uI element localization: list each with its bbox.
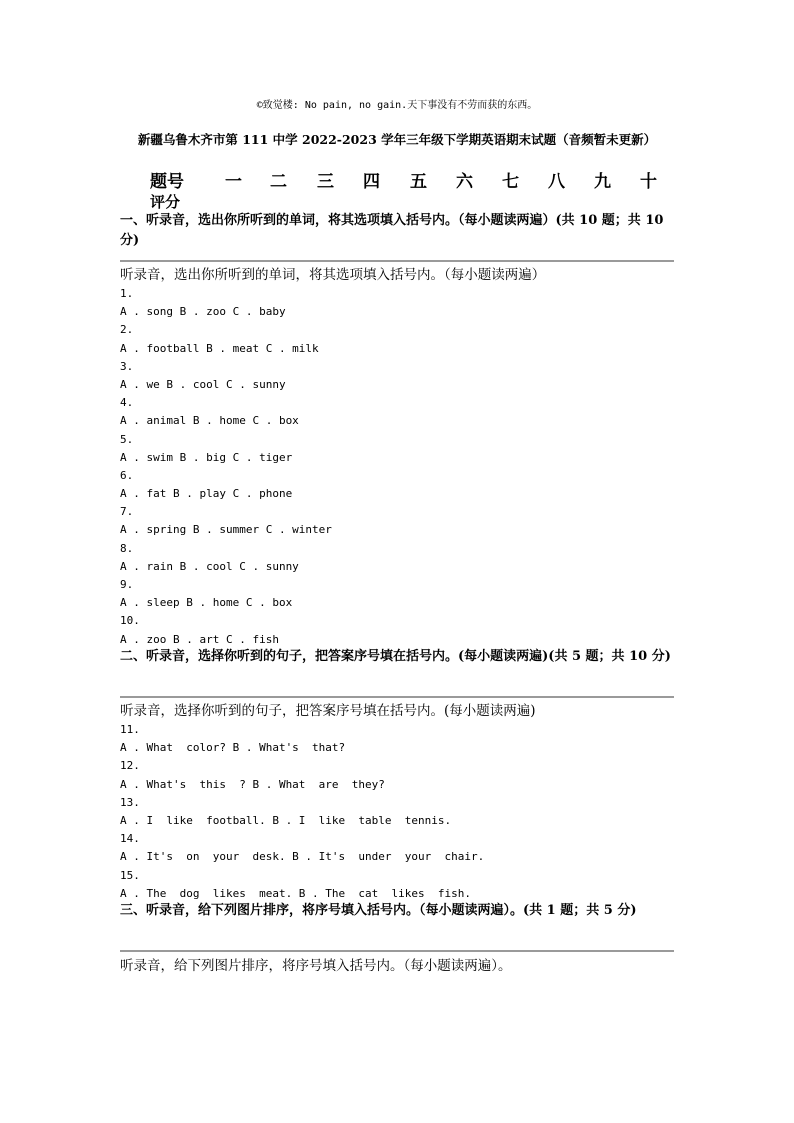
question-options: A . What's this ? B . What are they? (120, 777, 385, 791)
question-options: A . What color? B . What's that? (120, 741, 346, 755)
question-options: A . football B . meat C . milk (120, 341, 319, 355)
question-options: A . It's on your desk. B . It's under your chair. (120, 850, 485, 864)
score-column-3: 三 (317, 172, 334, 192)
section-1-questions (120, 285, 680, 649)
motto-header: ©致觉楼: No pain, no gain.天下事没有不劳而获的东西。 (256, 100, 538, 111)
score-column-4: 四 (363, 172, 380, 192)
question-number: 3. (120, 359, 134, 373)
score-column-9: 九 (594, 172, 611, 192)
score-column-2: 二 (270, 172, 287, 192)
score-column-10: 十 (640, 172, 657, 192)
score-column-7: 七 (502, 172, 519, 192)
question-options: A . swim B . big C . tiger (120, 450, 293, 464)
question-options: A . zoo B . art C . fish (120, 632, 279, 646)
section-2-questions (120, 721, 680, 903)
section-2-heading: 二、听录音，选择你听到的句子，把答案序号填在括号内。(每小题读两遍)(共 5 题；共 10 分) (120, 649, 671, 664)
question-options: A . spring B . summer C . winter (120, 523, 332, 537)
score-row-label: 评分 (150, 193, 181, 211)
question-options: A . sleep B . home C . box (120, 596, 293, 610)
question-number: 8. (120, 541, 134, 555)
section-2-instruction: 听录音，选择你听到的句子，把答案序号填在括号内。(每小题读两遍) (120, 703, 536, 719)
question-number: 11. (120, 723, 140, 736)
section-1-divider (120, 260, 674, 262)
score-column-5: 五 (410, 172, 427, 192)
question-number: 10. (120, 614, 140, 628)
question-options: A . I like football. B . I like table tennis. (120, 813, 452, 827)
score-column-1: 一 (225, 172, 242, 192)
section-3-heading: 三、听录音，给下列图片排序，将序号填入括号内。（每小题读两遍）。(共 1 题；共 5 分) (120, 903, 637, 918)
question-options: A . rain B . cool C . sunny (120, 559, 299, 573)
section-3-divider (120, 950, 674, 952)
question-options: A . song B . zoo C . baby (120, 305, 286, 319)
question-number: 1. (120, 287, 134, 300)
score-table (150, 167, 670, 211)
score-table-head-label: 题号 (150, 172, 184, 192)
question-options: A . we B . cool C . sunny (120, 377, 286, 391)
section-1-heading: 一、听录音，选出你所听到的单词，将其选项填入括号内。（每小题读两遍）(共 10 题；共 10 分) (120, 213, 664, 248)
question-number: 4. (120, 396, 134, 410)
question-number: 9. (120, 578, 134, 591)
question-options: A . The dog likes meat. B . The cat likes fish. (120, 886, 471, 900)
score-column-8: 八 (548, 172, 565, 192)
question-number: 7. (120, 505, 134, 519)
question-number: 13. (120, 795, 140, 809)
section-3-instruction: 听录音，给下列图片排序，将序号填入括号内。（每小题读两遍）。 (120, 958, 512, 974)
question-number: 14. (120, 832, 140, 846)
section-1-instruction: 听录音，选出你所听到的单词，将其选项填入括号内。（每小题读两遍） (120, 267, 546, 283)
question-number: 15. (120, 868, 140, 882)
document-title: 新疆乌鲁木齐市第 111 中学 2022-2023 学年三年级下学期英语期末试题（音频暂未更新） (137, 132, 657, 147)
question-number: 5. (120, 432, 134, 446)
question-number: 12. (120, 759, 140, 773)
question-options: A . fat B . play C . phone (120, 487, 293, 501)
question-number: 6. (120, 468, 134, 482)
section-2-divider (120, 696, 674, 698)
question-number: 2. (120, 323, 134, 337)
question-options: A . animal B . home C . box (120, 414, 299, 428)
score-column-6: 六 (456, 172, 473, 192)
